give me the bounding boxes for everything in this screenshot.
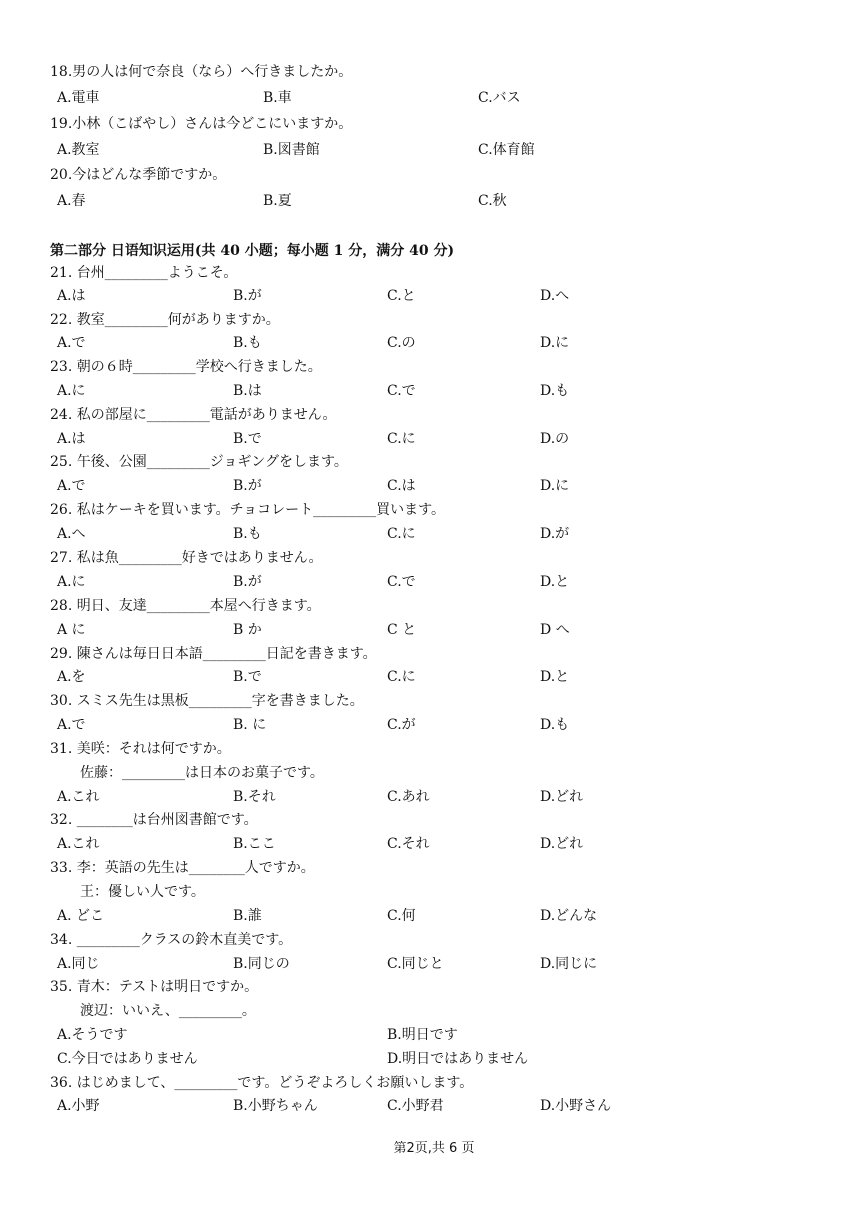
answer-option: D.小野さん — [540, 1098, 612, 1114]
dialogue-line: 王：優しい人です。 — [80, 884, 205, 900]
answer-option: C.に — [387, 526, 416, 542]
answer-option: C.に — [387, 669, 416, 685]
answer-option: B.それ — [233, 789, 276, 805]
question-text: 33. 李：英語の先生は________人ですか。 — [50, 860, 315, 876]
answer-option: C.今日ではありません — [57, 1051, 198, 1067]
answer-option: A.に — [57, 383, 86, 399]
answer-option: A.春 — [57, 193, 86, 209]
answer-option: B.夏 — [263, 193, 292, 209]
answer-option: D.どんな — [540, 908, 598, 924]
answer-option: B.誰 — [233, 908, 262, 924]
question-text: 18.男の人は何で奈良（なら）へ行きましたか。 — [50, 64, 353, 80]
answer-option: C.体育館 — [478, 142, 535, 158]
answer-option: D.へ — [540, 288, 570, 304]
question-text: 28. 明日、友達_________本屋へ行きます。 — [50, 598, 321, 614]
answer-option: C.と — [387, 288, 416, 304]
question-text: 24. 私の部屋に_________電話がありません。 — [50, 407, 337, 423]
answer-option: B.も — [233, 335, 262, 351]
question-text: 26. 私はケーキを買います。チョコレート_________買います。 — [50, 502, 446, 518]
answer-option: A.に — [57, 574, 86, 590]
answer-option: D.同じに — [540, 956, 598, 972]
answer-option: A.そうです — [57, 1027, 128, 1043]
answer-option: B.図書館 — [263, 142, 320, 158]
answer-option: A.は — [57, 288, 86, 304]
answer-option: D.に — [540, 478, 570, 494]
answer-option: C.何 — [387, 908, 416, 924]
question-text: 36. はじめまして、_________です。どうぞよろしくお願いします。 — [50, 1075, 474, 1091]
answer-option: B.も — [233, 526, 262, 542]
answer-option: C.あれ — [387, 789, 430, 805]
question-text: 32. ________は台州図書館です。 — [50, 812, 258, 828]
question-text: 25. 午後、公園_________ジョギングをします。 — [50, 454, 348, 470]
answer-option: B.明日です — [387, 1027, 458, 1043]
answer-option: C.が — [387, 717, 416, 733]
answer-option: B.同じの — [233, 956, 290, 972]
question-text: 30. スミス先生は黒板_________字を書きました。 — [50, 693, 364, 709]
answer-option: C.秋 — [478, 193, 507, 209]
answer-option: D.どれ — [540, 836, 584, 852]
page-number: 第2页,共 6 页 — [393, 1141, 475, 1156]
answer-option: D.どれ — [540, 789, 584, 805]
answer-option: C.で — [387, 574, 416, 590]
section-heading: 第二部分 日语知识运用(共 40 小题；每小题 1 分，满分 40 分) — [50, 243, 455, 259]
answer-option: A に — [57, 622, 86, 638]
answer-option: A.を — [57, 669, 86, 685]
answer-option: D.と — [540, 669, 570, 685]
answer-option: D.も — [540, 717, 570, 733]
answer-option: A. どこ — [57, 908, 105, 924]
answer-option: C.小野君 — [387, 1098, 444, 1114]
answer-option: A.小野 — [57, 1098, 100, 1114]
answer-option: B.は — [233, 383, 262, 399]
answer-option: C.同じと — [387, 956, 444, 972]
answer-option: B. に — [233, 717, 267, 733]
answer-option: B.車 — [263, 90, 292, 106]
answer-option: A.へ — [57, 526, 86, 542]
answer-option: D へ — [540, 622, 570, 638]
answer-option: B.で — [233, 431, 262, 447]
answer-option: A.これ — [57, 836, 100, 852]
answer-option: C.バス — [478, 90, 521, 106]
answer-option: C と — [387, 622, 417, 638]
answer-option: B か — [233, 622, 262, 638]
answer-option: B.小野ちゃん — [233, 1098, 318, 1114]
answer-option: A.で — [57, 717, 86, 733]
answer-option: B.が — [233, 288, 262, 304]
answer-option: B.が — [233, 574, 262, 590]
answer-option: D.明日ではありません — [387, 1051, 529, 1067]
answer-option: B.で — [233, 669, 262, 685]
answer-option: A.で — [57, 335, 86, 351]
answer-option: B.ここ — [233, 836, 276, 852]
question-text: 31. 美咲：それは何ですか。 — [50, 741, 231, 757]
answer-option: A.電車 — [57, 90, 100, 106]
question-text: 20.今はどんな季節ですか。 — [50, 167, 227, 183]
answer-option: A.は — [57, 431, 86, 447]
question-text: 21. 台州_________ようこそ。 — [50, 265, 238, 281]
answer-option: D.に — [540, 335, 570, 351]
question-text: 22. 教室_________何がありますか。 — [50, 312, 280, 328]
answer-option: A.教室 — [57, 142, 100, 158]
answer-option: B.が — [233, 478, 262, 494]
answer-option: C.は — [387, 478, 416, 494]
question-text: 34. _________クラスの鈴木直美です。 — [50, 932, 293, 948]
question-text: 29. 陳さんは毎日日本語_________日記を書きます。 — [50, 646, 377, 662]
answer-option: D.の — [540, 431, 570, 447]
question-text: 23. 朝の６時_________学校へ行きました。 — [50, 359, 322, 375]
question-text: 19.小林（こばやし）さんは今どこにいますか。 — [50, 116, 353, 132]
dialogue-line: 渡辺：いいえ、_________。 — [80, 1003, 256, 1019]
answer-option: D.も — [540, 383, 570, 399]
dialogue-line: 佐藤：_________は日本のお菓子です。 — [80, 765, 324, 781]
answer-option: A.で — [57, 478, 86, 494]
answer-option: C.の — [387, 335, 416, 351]
answer-option: C.に — [387, 431, 416, 447]
answer-option: D.が — [540, 526, 570, 542]
answer-option: A.同じ — [57, 956, 100, 972]
question-text: 27. 私は魚_________好きではありません。 — [50, 550, 323, 566]
question-text: 35. 青木：テストは明日ですか。 — [50, 979, 259, 995]
answer-option: C.それ — [387, 836, 430, 852]
answer-option: A.これ — [57, 789, 100, 805]
answer-option: C.で — [387, 383, 416, 399]
answer-option: D.と — [540, 574, 570, 590]
